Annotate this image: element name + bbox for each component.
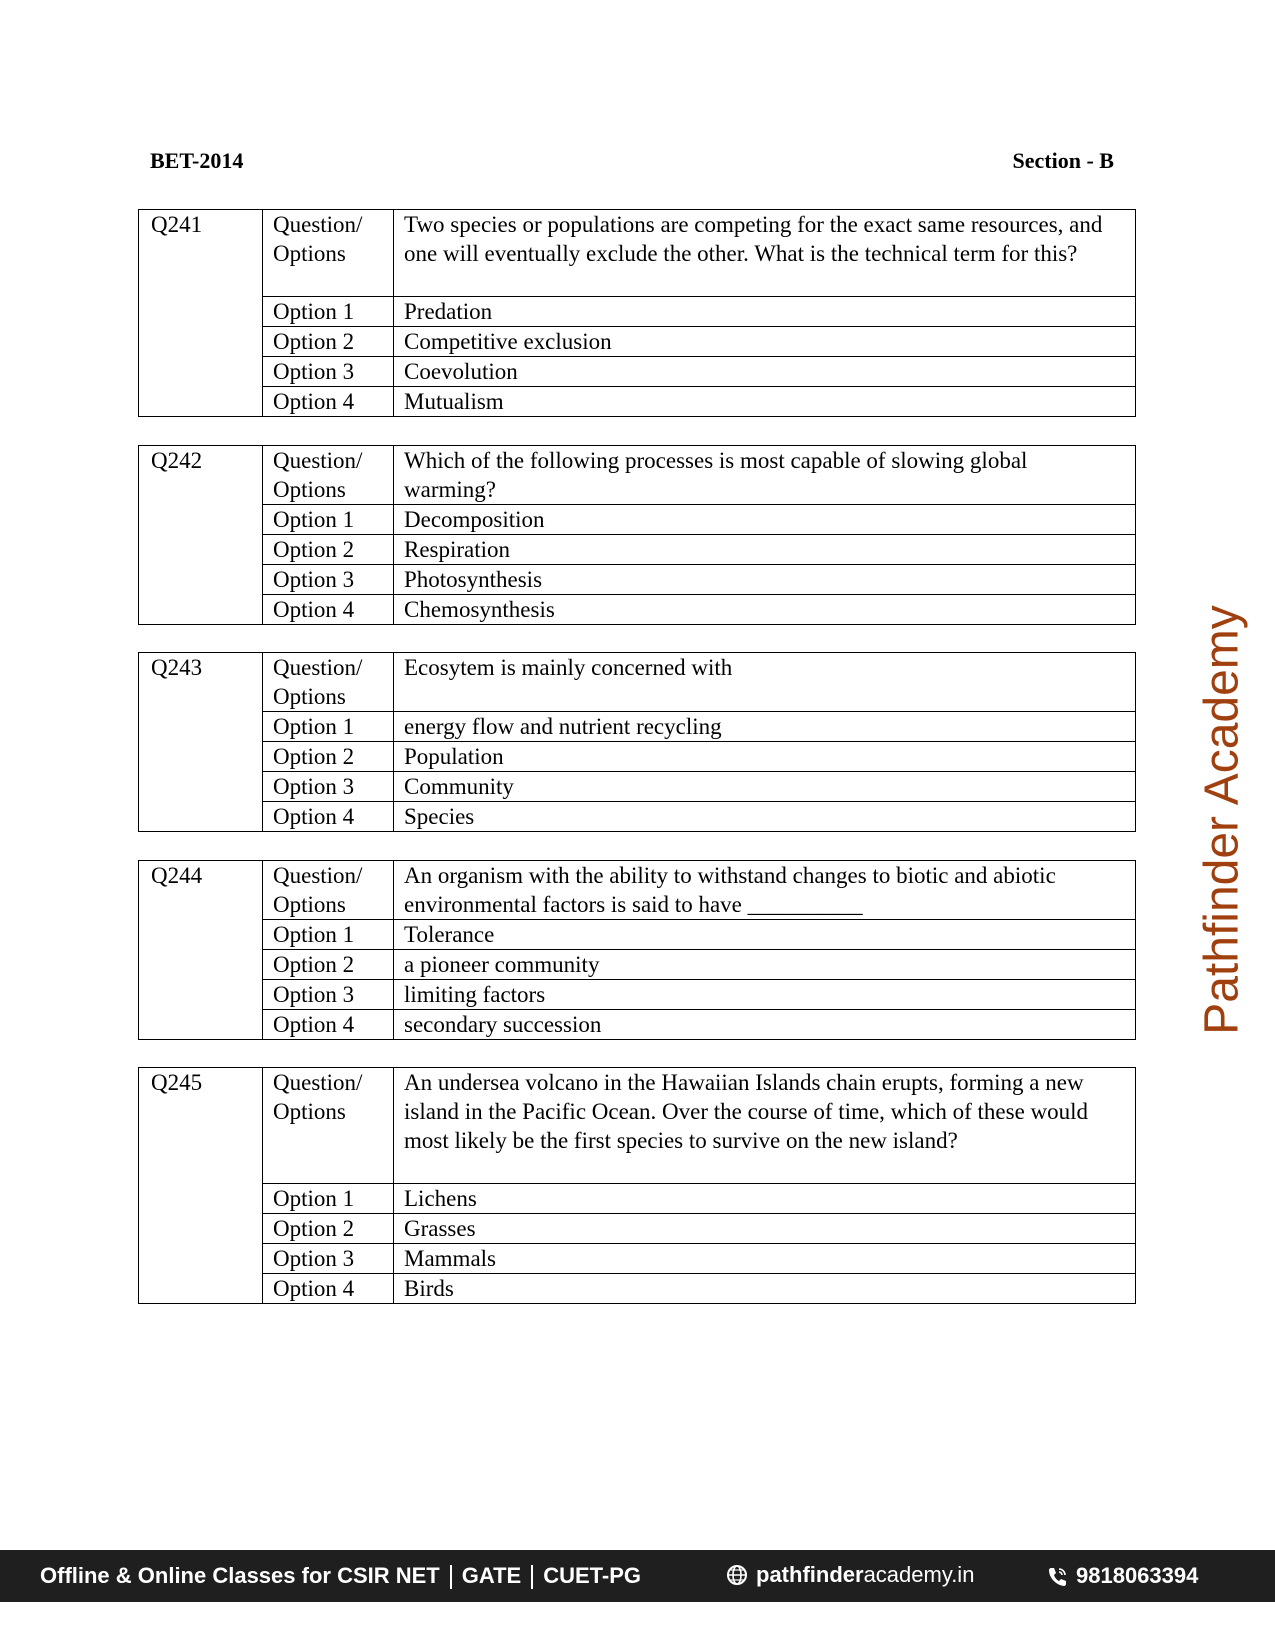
tagline-cuet: CUET-PG <box>543 1563 642 1588</box>
option-label: Option 2 <box>263 327 394 357</box>
option-label: Option 4 <box>263 387 394 417</box>
option-label: Option 2 <box>263 742 394 772</box>
question-table <box>138 652 1136 832</box>
section-label: Section - B <box>1012 148 1114 173</box>
option-label: Option 4 <box>263 1274 394 1304</box>
option-label: Option 2 <box>263 1214 394 1244</box>
option-text: Birds <box>394 1274 1136 1304</box>
website-light: academy.in <box>863 1562 975 1587</box>
option-label: Option 2 <box>263 535 394 565</box>
footer-website[interactable] <box>726 1562 974 1588</box>
option-label: Option 3 <box>263 357 394 387</box>
option-text: Predation <box>394 297 1136 327</box>
footer-tagline <box>40 1563 641 1589</box>
question-number: Q245 <box>139 1068 263 1304</box>
option-label: Option 3 <box>263 772 394 802</box>
option-label: Option 4 <box>263 595 394 625</box>
question-table <box>138 1067 1136 1304</box>
option-label: Option 3 <box>263 565 394 595</box>
option-label: Option 3 <box>263 980 394 1010</box>
option-text: a pioneer community <box>394 950 1136 980</box>
option-text: Lichens <box>394 1184 1136 1214</box>
option-label: Option 1 <box>263 505 394 535</box>
question-table <box>138 445 1136 625</box>
option-text: Tolerance <box>394 920 1136 950</box>
question-label: Question/ Options <box>263 861 394 920</box>
option-label: Option 1 <box>263 1184 394 1214</box>
footer-bar <box>0 1550 1275 1602</box>
globe-icon <box>726 1564 748 1586</box>
option-label: Option 4 <box>263 1010 394 1040</box>
option-text: Mammals <box>394 1244 1136 1274</box>
option-label: Option 1 <box>263 712 394 742</box>
question-number: Q242 <box>139 446 263 625</box>
question-label: Question/ Options <box>263 653 394 712</box>
option-text: limiting factors <box>394 980 1136 1010</box>
option-text: Competitive exclusion <box>394 327 1136 357</box>
question-text: An undersea volcano in the Hawaiian Islands chain erupts, forming a new island in the Pacific Ocean. Over the course of time, which of these would most likely be the first species to survive on the new island? <box>394 1068 1136 1184</box>
question-label: Question/ Options <box>263 210 394 297</box>
question-number: Q244 <box>139 861 263 1040</box>
option-text: Mutualism <box>394 387 1136 417</box>
question-label: Question/ Options <box>263 446 394 505</box>
divider <box>450 1565 452 1589</box>
tagline-main: Offline & Online Classes for CSIR NET <box>40 1563 440 1588</box>
question-text: Two species or populations are competing for the exact same resources, and one will eventually exclude the other. What is the technical term for this? <box>394 210 1136 297</box>
option-text: energy flow and nutrient recycling <box>394 712 1136 742</box>
question-table <box>138 860 1136 1040</box>
option-text: Photosynthesis <box>394 565 1136 595</box>
question-number: Q241 <box>139 210 263 417</box>
divider <box>531 1565 533 1589</box>
option-label: Option 1 <box>263 297 394 327</box>
question-text: Ecosytem is mainly concerned with <box>394 653 1136 712</box>
option-text: Community <box>394 772 1136 802</box>
option-text: Chemosynthesis <box>394 595 1136 625</box>
question-label: Question/ Options <box>263 1068 394 1184</box>
tagline-gate: GATE <box>461 1563 522 1588</box>
option-text: Coevolution <box>394 357 1136 387</box>
option-text: secondary succession <box>394 1010 1136 1040</box>
option-text: Grasses <box>394 1214 1136 1244</box>
option-text: Species <box>394 802 1136 832</box>
option-text: Respiration <box>394 535 1136 565</box>
option-text: Decomposition <box>394 505 1136 535</box>
option-label: Option 1 <box>263 920 394 950</box>
footer-phone[interactable] <box>1046 1563 1198 1589</box>
watermark: Pathfinder Academy <box>1195 605 1249 1035</box>
phone-number: 9818063394 <box>1076 1563 1199 1588</box>
website-bold: pathfinder <box>756 1562 864 1587</box>
option-label: Option 2 <box>263 950 394 980</box>
exam-title: BET-2014 <box>150 148 244 173</box>
question-text: Which of the following processes is most capable of slowing global warming? <box>394 446 1136 505</box>
option-label: Option 4 <box>263 802 394 832</box>
question-table <box>138 209 1136 417</box>
question-text: An organism with the ability to withstand changes to biotic and abiotic environmental factors is said to have __________ <box>394 861 1136 920</box>
phone-icon <box>1046 1565 1068 1587</box>
page-header <box>150 148 1114 174</box>
question-number: Q243 <box>139 653 263 832</box>
option-text: Population <box>394 742 1136 772</box>
option-label: Option 3 <box>263 1244 394 1274</box>
